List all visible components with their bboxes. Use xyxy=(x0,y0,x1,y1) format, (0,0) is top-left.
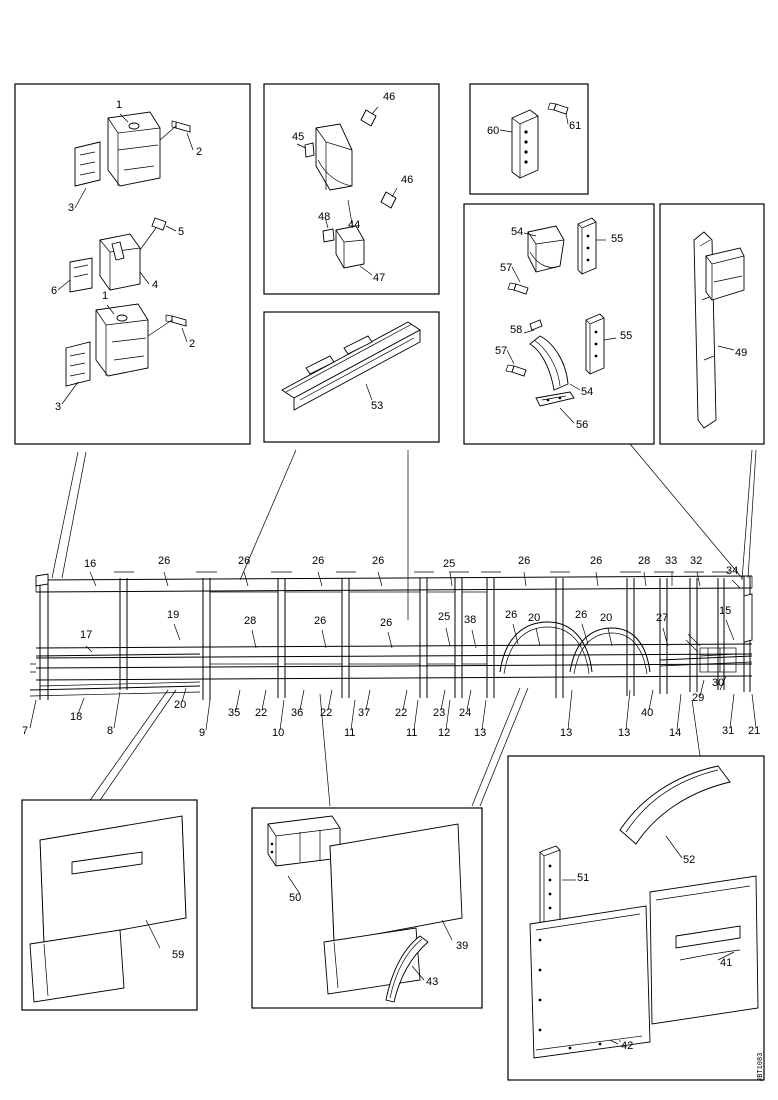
label-42: 42 xyxy=(621,1040,634,1052)
label-22c: 22 xyxy=(395,707,408,719)
label-37: 37 xyxy=(358,707,371,719)
label-26j: 26 xyxy=(575,609,588,621)
label-41: 41 xyxy=(720,957,733,969)
label-35: 35 xyxy=(228,707,241,719)
label-25b: 25 xyxy=(438,611,451,623)
label-10: 10 xyxy=(272,727,285,739)
label-26b: 26 xyxy=(238,555,251,567)
label-31: 31 xyxy=(722,725,735,737)
label-45: 45 xyxy=(292,131,305,143)
frame-rear-detail xyxy=(660,594,752,672)
label-26g: 26 xyxy=(314,615,327,627)
drawing-code xyxy=(757,1053,765,1082)
label-13a: 13 xyxy=(474,727,487,739)
label-56: 56 xyxy=(576,419,589,431)
label-22a: 22 xyxy=(255,707,268,719)
label-51: 51 xyxy=(577,872,590,884)
part-42-panel xyxy=(530,906,650,1058)
label-3b: 3 xyxy=(55,401,62,413)
label-11b: 11 xyxy=(406,727,418,739)
label-44: 44 xyxy=(348,219,361,231)
label-14: 14 xyxy=(669,727,682,739)
label-55: 55 xyxy=(611,233,624,245)
panel-top-left xyxy=(15,84,250,444)
label-17: 17 xyxy=(80,629,93,641)
label-28b: 28 xyxy=(244,615,257,627)
label-12: 12 xyxy=(438,727,451,739)
label-5: 5 xyxy=(178,226,185,238)
label-46: 46 xyxy=(383,91,396,103)
label-57: 57 xyxy=(500,262,513,274)
drawing-code-text: JBT1083 xyxy=(757,1052,765,1082)
label-55b: 55 xyxy=(620,330,633,342)
label-3: 3 xyxy=(68,202,75,214)
label-7: 7 xyxy=(22,725,29,737)
label-2: 2 xyxy=(196,146,203,158)
label-43: 43 xyxy=(426,976,439,988)
label-53: 53 xyxy=(371,400,384,412)
panel-part-60 xyxy=(470,84,588,194)
label-26a: 26 xyxy=(158,555,171,567)
label-57b: 57 xyxy=(495,345,508,357)
label-27: 27 xyxy=(656,612,669,624)
label-1b: 1 xyxy=(102,290,109,302)
label-11a: 11 xyxy=(344,727,356,739)
label-26c: 26 xyxy=(312,555,325,567)
label-39: 39 xyxy=(456,940,469,952)
label-18: 18 xyxy=(70,711,83,723)
part-41-panel xyxy=(650,876,758,1024)
label-28: 28 xyxy=(638,555,651,567)
label-40: 40 xyxy=(641,707,654,719)
label-13c: 13 xyxy=(618,727,631,739)
label-26d: 26 xyxy=(372,555,385,567)
leaders-top-to-frame xyxy=(52,444,756,620)
panel-parts-39-43-50 xyxy=(252,808,482,1008)
label-38: 38 xyxy=(464,614,477,626)
label-8: 8 xyxy=(107,725,114,737)
label-13b: 13 xyxy=(560,727,573,739)
panel-top-mid xyxy=(264,84,439,294)
label-23: 23 xyxy=(433,707,446,719)
panel-brackets-54-58 xyxy=(464,204,654,444)
label-59: 59 xyxy=(172,949,185,961)
label-29: 29 xyxy=(692,692,705,704)
label-24: 24 xyxy=(459,707,472,719)
label-47: 47 xyxy=(373,272,386,284)
label-9: 9 xyxy=(199,727,206,739)
label-25: 25 xyxy=(443,558,456,570)
label-15: 15 xyxy=(719,605,732,617)
label-21: 21 xyxy=(748,725,761,737)
label-60: 60 xyxy=(487,125,500,137)
label-48: 48 xyxy=(318,211,331,223)
label-54b: 54 xyxy=(581,386,594,398)
panel-part-59 xyxy=(22,800,197,1010)
label-19: 19 xyxy=(167,609,180,621)
label-20b: 20 xyxy=(600,612,613,624)
label-26h: 26 xyxy=(380,617,393,629)
frame-posts xyxy=(40,576,750,700)
part-50-bracket xyxy=(268,816,340,866)
label-36: 36 xyxy=(291,707,304,719)
label-22b: 22 xyxy=(320,707,333,719)
label-54: 54 xyxy=(511,226,524,238)
label-26i: 26 xyxy=(505,609,518,621)
label-50: 50 xyxy=(289,892,302,904)
label-4: 4 xyxy=(152,279,159,291)
label-26f: 26 xyxy=(590,555,603,567)
panel-parts-41-42-51-52 xyxy=(508,756,764,1080)
label-32: 32 xyxy=(690,555,703,567)
label-30: 30 xyxy=(712,677,725,689)
label-58: 58 xyxy=(510,324,523,336)
label-2b: 2 xyxy=(189,338,196,350)
label-26e: 26 xyxy=(518,555,531,567)
label-33: 33 xyxy=(665,555,678,567)
label-6: 6 xyxy=(51,285,58,297)
label-1: 1 xyxy=(116,99,123,111)
panel-part-53 xyxy=(264,312,439,442)
label-34: 34 xyxy=(726,565,739,577)
label-20c: 20 xyxy=(174,699,187,711)
label-20a: 20 xyxy=(528,612,541,624)
label-61: 61 xyxy=(569,120,582,132)
label-46b: 46 xyxy=(401,174,414,186)
label-49: 49 xyxy=(735,347,748,359)
label-52: 52 xyxy=(683,854,696,866)
label-16: 16 xyxy=(84,558,97,570)
panel-part-49 xyxy=(660,204,764,444)
